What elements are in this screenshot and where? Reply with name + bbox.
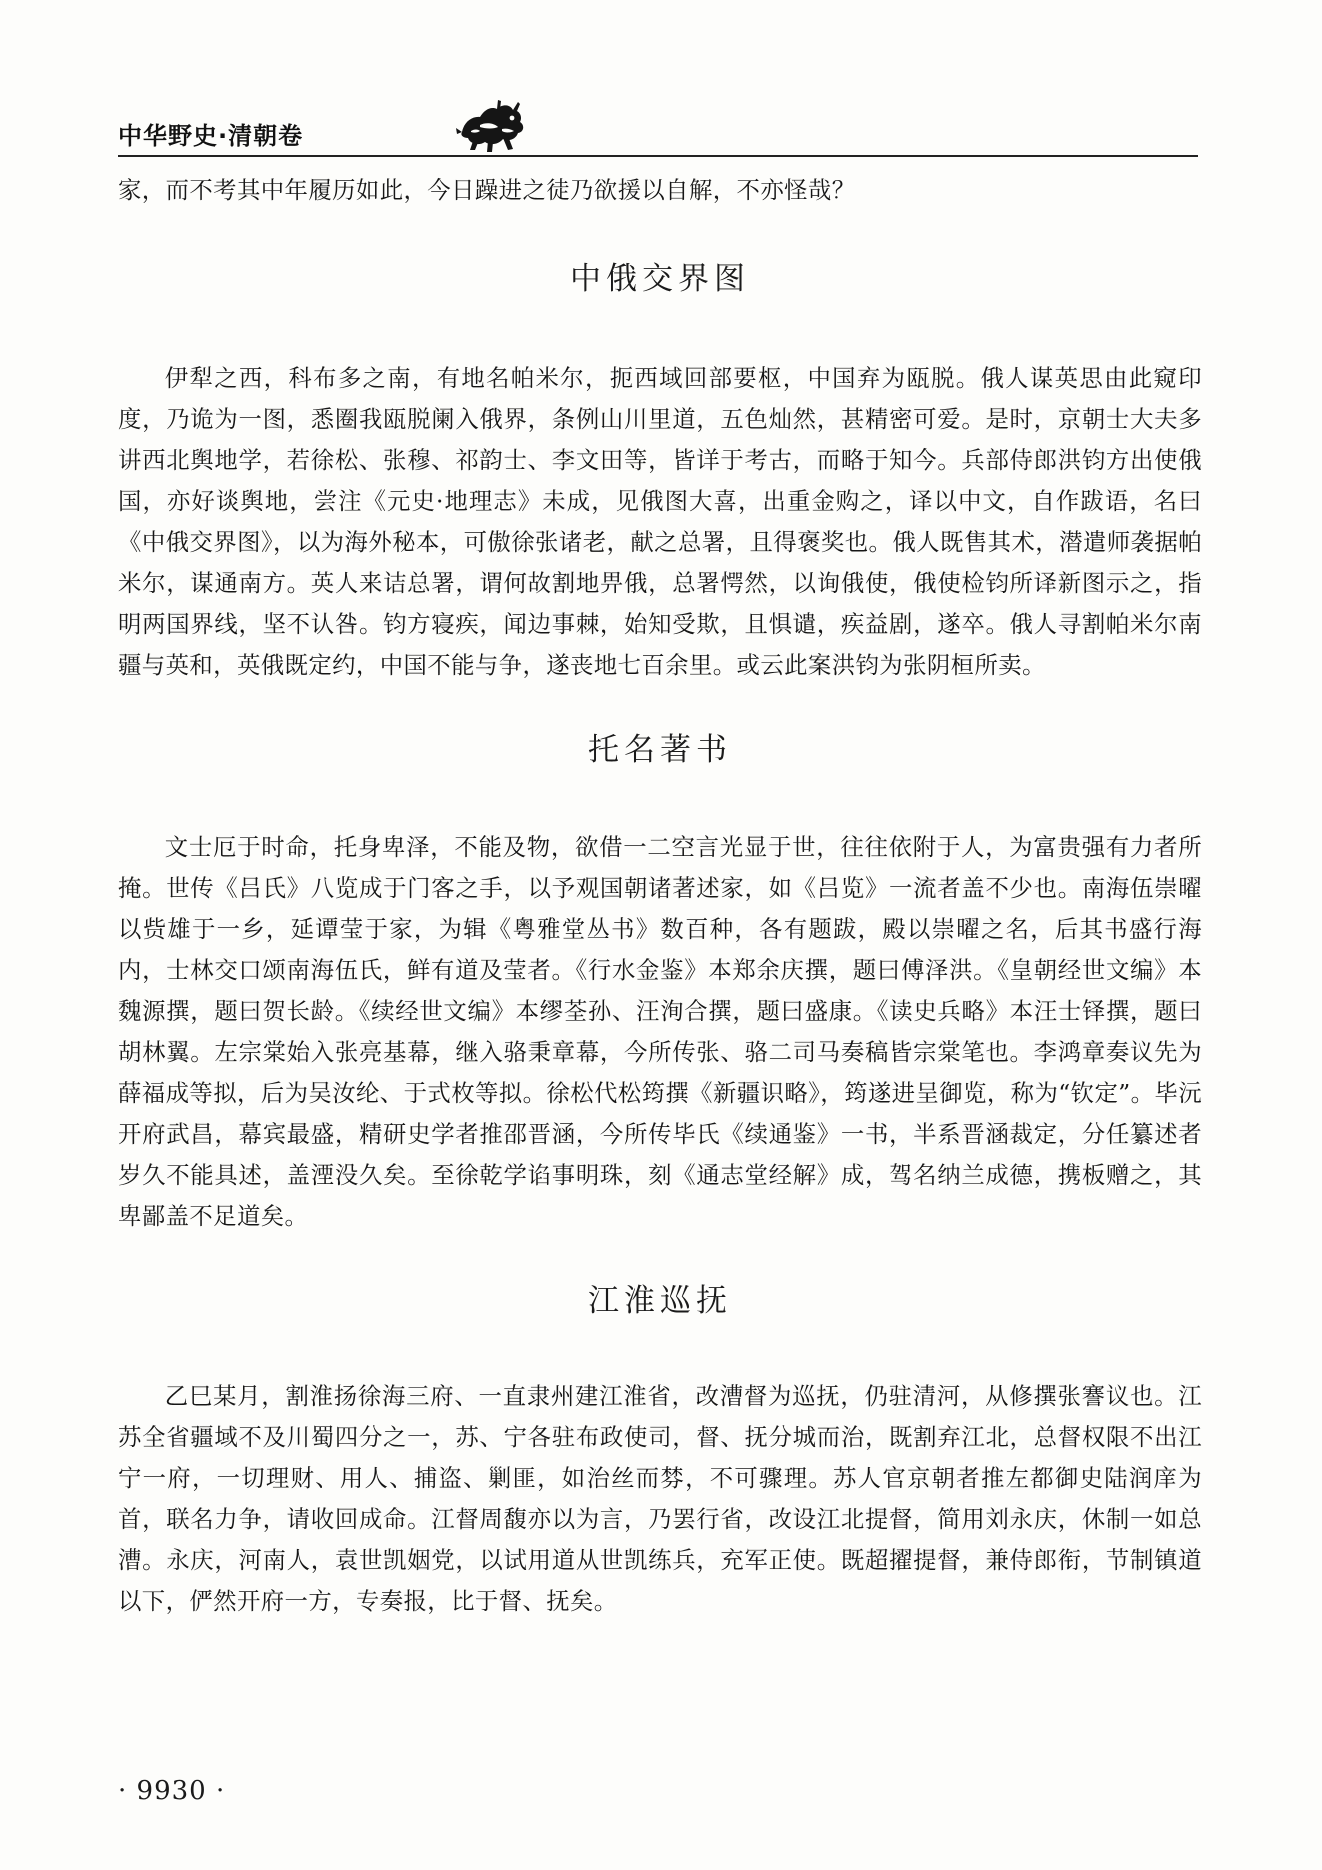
opening-line: 家，而不考其中年履历如此，今日躁进之徒乃欲援以自解，不亦怪哉？ [118,176,856,204]
header-rule [118,155,1198,157]
dragon-emblem-icon [456,98,528,154]
section-title: 江淮巡抚 [588,1283,732,1319]
book-title: 中华野史·清朝卷 [118,122,304,150]
page-number: · 9930 · [118,1776,226,1806]
section-paragraph: 文士厄于时命，托身卑泽，不能及物，欲借一二空言光显于世，往往依附于人，为富贵强有力者所掩。世传《吕氏》八览成于门客之手，以予观国朝诸著述家，如《吕览》一流者盖不少也。南海伍崇曜以赀雄于一乡，延谭莹于家，为辑《粤雅堂丛书》数百种，各有题跋，殿以崇曜之名，后其书盛行海内，士林交口颂南海伍氏，鲜有道及莹者。《行水金鉴》本郑余庆撰，题曰傅泽洪。《皇朝经世文编》本魏源撰，题曰贺长龄。《续经世文编》本缪荃孙、汪洵合撰，题曰盛康。《读史兵略》本汪士铎撰，题曰胡林翼。左宗棠始入张亮基幕，继入骆秉章幕，今所传张、骆二司马奏稿皆宗棠笔也。李鸿章奏议先为薛福成等拟，后为吴汝纶、于式枚等拟。徐松代松筠撰《新疆识略》，筠遂进呈御览，称为“钦定”。毕沅开府武昌，幕宾最盛，精研史学者推邵晋涵，今所传毕氏《续通鉴》一书，半系晋涵裁定，分任纂述者岁久不能具述，盖湮没久矣。至徐乾学谄事明珠，刻《通志堂经解》成，驾名纳兰成德，携板赠之，其卑鄙盖不足道矣。 [118,833,1202,1230]
section-paragraph: 伊犁之西，科布多之南，有地名帕米尔，扼西域回部要枢，中国弃为瓯脱。俄人谋英思由此窥印度，乃诡为一图，悉圈我瓯脱阑入俄界，条例山川里道，五色灿然，甚精密可爱。是时，京朝士大夫多讲西北舆地学，若徐松、张穆、祁韵士、李文田等，皆详于考古，而略于知今。兵部侍郎洪钧方出使俄国，亦好谈舆地，尝注《元史·地理志》未成，见俄图大喜，出重金购之，译以中文，自作跋语，名曰《中俄交界图》，以为海外秘本，可傲徐张诸老，献之总署，且得褒奖也。俄人既售其术，潜遣师袭据帕米尔，谋通南方。英人来诘总署，谓何故割地畀俄，总署愕然，以询俄使，俄使检钧所译新图示之，指明两国界线，坚不认咎。钧方寝疾，闻边事棘，始知受欺，且惧谴，疾益剧，遂卒。俄人寻割帕米尔南疆与英和，英俄既定约，中国不能与争，遂丧地七百余里。或云此案洪钧为张阴桓所卖。 [118,364,1202,679]
section-title: 托名著书 [588,732,732,768]
page-header [118,112,1198,158]
section-paragraph: 乙巳某月，割淮扬徐海三府、一直隶州建江淮省，改漕督为巡抚，仍驻清河，从修撰张謇议也。江苏全省疆域不及川蜀四分之一，苏、宁各驻布政使司，督、抚分城而治，既割弃江北，总督权限不出江宁一府，一切理财、用人、捕盗、剿匪，如治丝而棼，不可骤理。苏人官京朝者推左都御史陆润庠为首，联名力争，请收回成命。江督周馥亦以为言，乃罢行省，改设江北提督，简用刘永庆，休制一如总漕。永庆，河南人，袁世凯姻党，以试用道从世凯练兵，充军正使。既超擢提督，兼侍郎衔，节制镇道以下，俨然开府一方，专奏报，比于督、抚矣。 [118,1382,1202,1615]
page-body [118,170,1202,1622]
section-title: 中俄交界图 [570,261,750,297]
